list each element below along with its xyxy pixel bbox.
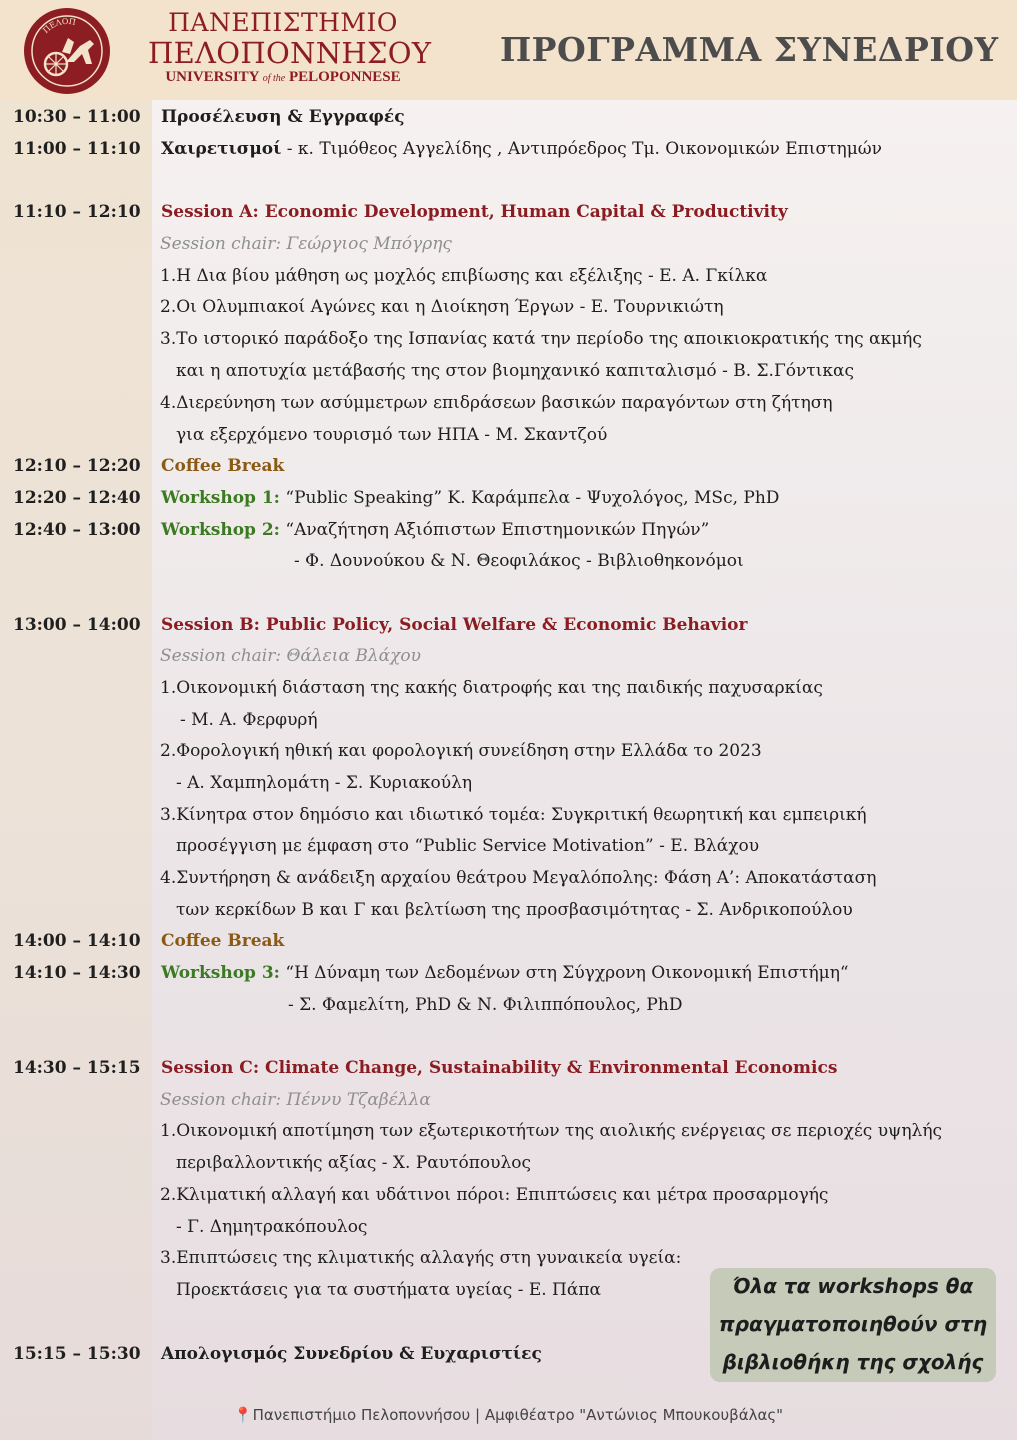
note-line-1: Όλα τα workshops θα bbox=[732, 1274, 974, 1298]
welcome-label: Χαιρετισμοί bbox=[161, 139, 282, 159]
university-name-greek-line2: ΠΕΛΟΠΟΝΝΗΣΟΥ bbox=[148, 36, 432, 70]
session-b-talk-3 bbox=[0, 800, 1017, 830]
university-name-greek-line1: ΠΑΝΕΠΙΣΤΗΜΙΟ bbox=[168, 8, 398, 37]
workshop-1-label: Workshop 1: bbox=[161, 488, 280, 508]
note-line-2: πραγματοποιηθούν στη bbox=[718, 1312, 988, 1336]
page-title: ΠΡΟΓΡΑΜΜΑ ΣΥΝΕΔΡΙΟΥ bbox=[500, 30, 999, 69]
university-en-post: PELOPONNESE bbox=[288, 69, 401, 85]
schedule-row-workshop-2 bbox=[0, 515, 1017, 545]
talk-line: 4.Διερεύνηση των ασύμμετρων επιδράσεων βασικών παραγόντων στη ζήτηση bbox=[160, 393, 833, 413]
session-a-chair: Session chair: Γεώργιος Μπόγρης bbox=[160, 234, 452, 254]
session-a-talk-2 bbox=[0, 292, 1017, 322]
talk-line: 1.Η Δια βίου μάθηση ως μοχλός επιβίωσης και εξέλιξης - Ε. Α. Γκίλκα bbox=[160, 266, 768, 286]
workshops-location-note bbox=[710, 1268, 996, 1382]
talk-line: περιβαλλοντικής αξίας - Χ. Ραυτόπουλος bbox=[176, 1153, 532, 1173]
talk-line: των κερκίδων Β και Γ και βελτίωση της προσβασιμότητας - Σ. Ανδρικοπούλου bbox=[176, 900, 853, 920]
talk-line: 2.Φορολογική ηθική και φορολογική συνείδηση στην Ελλάδα το 2023 bbox=[160, 741, 762, 761]
workshop-1-entry bbox=[161, 483, 779, 513]
session-b-talk-1-cont bbox=[0, 705, 1017, 735]
time-slot: 12:20 – 12:40 bbox=[13, 488, 141, 508]
time-slot: 13:00 – 14:00 bbox=[13, 615, 141, 635]
time-slot: 11:10 – 12:10 bbox=[13, 202, 141, 222]
session-b-talk-3-cont bbox=[0, 831, 1017, 861]
session-b-talk-4 bbox=[0, 863, 1017, 893]
workshop-2-presenters: - Φ. Δουνούκου & Ν. Θεοφιλάκος - Βιβλιοθηκονόμοι bbox=[294, 551, 744, 571]
session-b-chair: Session chair: Θάλεια Βλάχου bbox=[160, 646, 421, 666]
schedule-row-coffee-2 bbox=[0, 926, 1017, 956]
workshop-2-detail: “Αναζήτηση Αξιόπιστων Επιστημονικών Πηγών” bbox=[279, 520, 710, 540]
university-seal-logo bbox=[22, 6, 112, 96]
session-b-talk-2-cont bbox=[0, 768, 1017, 798]
session-a-talk-4-cont bbox=[0, 420, 1017, 450]
schedule-row-workshop-3 bbox=[0, 958, 1017, 988]
university-en-pre: UNIVERSITY bbox=[165, 69, 259, 85]
session-b-chair-row bbox=[0, 641, 1017, 671]
workshop-1-detail: “Public Speaking” Κ. Καράμπελα - Ψυχολόγος, MSc, PhD bbox=[279, 488, 780, 508]
talk-line: 1.Οικονομική αποτίμηση των εξωτερικοτήτων της αιολικής ενέργειας σε περιοχές υψηλής bbox=[160, 1121, 943, 1141]
session-c-chair: Session chair: Πέννυ Τζαβέλλα bbox=[160, 1090, 431, 1110]
time-slot: 12:40 – 13:00 bbox=[13, 520, 141, 540]
welcome-entry bbox=[161, 134, 882, 164]
talk-line: 2.Οι Ολυμπιακοί Αγώνες και η Διοίκηση Έργων - Ε. Τουρνικιώτη bbox=[160, 297, 724, 317]
venue-text: Πανεπιστήμιο Πελοποννήσου | Αμφιθέατρο "Αντώνιος Μπουκουβάλας" bbox=[252, 1406, 784, 1424]
session-c-talk-1 bbox=[0, 1116, 1017, 1146]
coffee-break-label: Coffee Break bbox=[161, 456, 285, 476]
time-slot: 14:10 – 14:30 bbox=[13, 963, 141, 983]
header bbox=[0, 0, 1017, 100]
schedule-row-welcome bbox=[0, 134, 1017, 164]
session-c-talk-1-cont bbox=[0, 1148, 1017, 1178]
workshop-2-presenters-row bbox=[0, 546, 1017, 576]
seal-text: ΠΕΛΟΠ bbox=[41, 16, 77, 36]
schedule-row-registration bbox=[0, 102, 1017, 132]
time-slot: 11:00 – 11:10 bbox=[13, 139, 141, 159]
talk-line: - Μ. Α. Φερφυρή bbox=[180, 710, 318, 730]
workshop-3-label: Workshop 3: bbox=[161, 963, 280, 983]
schedule-row-coffee-1 bbox=[0, 451, 1017, 481]
session-a-chair-row bbox=[0, 229, 1017, 259]
talk-line: για εξερχόμενο τουρισμό των ΗΠΑ - Μ. Σκαντζού bbox=[176, 425, 608, 445]
schedule-row-session-b bbox=[0, 610, 1017, 640]
session-b-talk-4-cont bbox=[0, 895, 1017, 925]
talk-line: 3.Επιπτώσεις της κλιματικής αλλαγής στη γυναικεία υγεία: bbox=[160, 1248, 682, 1268]
talk-line: 4.Συντήρηση & ανάδειξη αρχαίου θεάτρου Μεγαλόπολης: Φάση Α’: Αποκατάσταση bbox=[160, 868, 877, 888]
closing-label: Απολογισμός Συνεδρίου & Ευχαριστίες bbox=[161, 1344, 542, 1364]
talk-line: 3.Το ιστορικό παράδοξο της Ισπανίας κατά την περίοδο της αποικιοκρατικής της ακμής bbox=[160, 329, 922, 349]
location-pin-icon: 📍 bbox=[233, 1406, 253, 1424]
schedule-row-session-c bbox=[0, 1053, 1017, 1083]
workshop-3-detail: “Η Δύναμη των Δεδομένων στη Σύγχρονη Οικονομική Επιστήμη“ bbox=[279, 963, 849, 983]
schedule-row-session-a bbox=[0, 197, 1017, 227]
session-b-talk-1 bbox=[0, 673, 1017, 703]
note-line-3: βιβλιοθήκη της σχολής bbox=[722, 1350, 984, 1374]
session-a-title: Session A: Economic Development, Human Capital & Productivity bbox=[161, 202, 788, 222]
session-a-talk-4 bbox=[0, 388, 1017, 418]
talk-line: 1.Οικονομική διάσταση της κακής διατροφής και της παιδικής παχυσαρκίας bbox=[160, 678, 823, 698]
session-b-talk-2 bbox=[0, 736, 1017, 766]
talk-line: - Α. Χαμπηλομάτη - Σ. Κυριακούλη bbox=[176, 773, 473, 793]
workshop-3-entry bbox=[161, 958, 849, 988]
university-en-of: of the bbox=[262, 73, 286, 84]
session-c-chair-row bbox=[0, 1085, 1017, 1115]
workshop-2-label: Workshop 2: bbox=[161, 520, 280, 540]
university-name-english bbox=[148, 69, 418, 86]
session-c-title: Session C: Climate Change, Sustainability & Environmental Economics bbox=[161, 1058, 838, 1078]
talk-line: 2.Κλιματική αλλαγή και υδάτινοι πόροι: Επιπτώσεις και μέτρα προσαρμογής bbox=[160, 1185, 829, 1205]
session-a-talk-1 bbox=[0, 261, 1017, 291]
talk-line: 3.Κίνητρα στον δημόσιο και ιδιωτικό τομέα: Συγκριτική θεωρητική και εμπειρική bbox=[160, 805, 867, 825]
time-slot: 14:30 – 15:15 bbox=[13, 1058, 141, 1078]
schedule-row-workshop-1 bbox=[0, 483, 1017, 513]
venue-footer bbox=[0, 1406, 1017, 1424]
time-slot: 12:10 – 12:20 bbox=[13, 456, 141, 476]
coffee-break-label: Coffee Break bbox=[161, 931, 285, 951]
session-a-talk-3 bbox=[0, 324, 1017, 354]
talk-line: - Γ. Δημητρακόπουλος bbox=[176, 1217, 368, 1237]
workshop-3-presenters-row bbox=[0, 990, 1017, 1020]
time-slot: 10:30 – 11:00 bbox=[13, 107, 141, 127]
welcome-detail: - κ. Τιμόθεος Αγγελίδης , Αντιπρόεδρος Τμ. Οικονομικών Επιστημών bbox=[281, 139, 882, 159]
workshop-2-entry bbox=[161, 515, 709, 545]
registration-label: Προσέλευση & Εγγραφές bbox=[161, 107, 405, 127]
session-c-talk-2 bbox=[0, 1180, 1017, 1210]
session-c-talk-2-cont bbox=[0, 1212, 1017, 1242]
session-a-talk-3-cont bbox=[0, 356, 1017, 386]
session-b-title: Session B: Public Policy, Social Welfare & Economic Behavior bbox=[161, 615, 748, 635]
time-slot: 14:00 – 14:10 bbox=[13, 931, 141, 951]
talk-line: Προεκτάσεις για τα συστήματα υγείας - Ε. Πάπα bbox=[176, 1280, 602, 1300]
talk-line: και η αποτυχία μετάβασής της στον βιομηχανικό καπιταλισμό - Β. Σ.Γόντικας bbox=[176, 361, 854, 381]
time-slot: 15:15 – 15:30 bbox=[13, 1344, 141, 1364]
workshop-3-presenters: - Σ. Φαμελίτη, PhD & Ν. Φιλιππόπουλος, PhD bbox=[288, 995, 683, 1015]
talk-line: προσέγγιση με έμφαση στο “Public Service Motivation” - Ε. Βλάχου bbox=[176, 836, 760, 856]
